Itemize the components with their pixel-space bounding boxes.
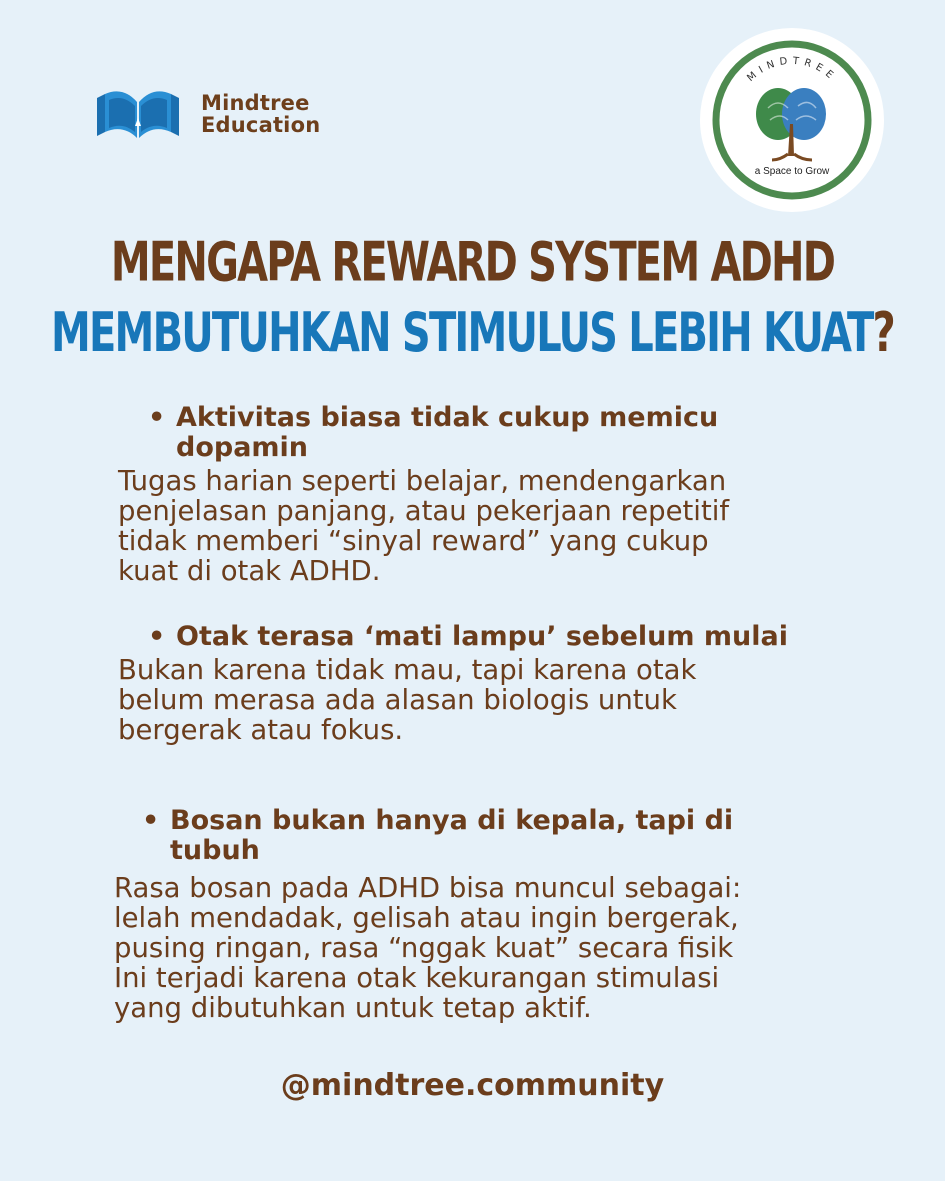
badge-tagline: a Space to Grow [754,166,830,177]
social-handle: @mindtree.community [280,1068,665,1103]
point-3-body-block [114,873,894,1023]
point-1-heading: • Aktivitas biasa tidak cukup memicu dopamin [148,403,808,463]
point-2-heading-block [148,622,868,652]
title-question-mark: ? [872,302,894,365]
badge-ring-text: MINDTREE [745,55,839,85]
point-1-text: Tugas harian seperti belajar, mendengarkan penjelasan panjang, atau pekerjaan repetitif tidak memberi “sinyal reward” yang cukup kuat di otak ADHD. [118,465,730,587]
point-2-body-block [118,655,878,745]
point-3-heading-block [142,806,802,866]
svg-text:MINDTREE [745,56,838,84]
point-3-text: Rasa bosan pada ADHD bisa muncul sebagai: lelah mendadak, gelisah atau ingin bergerak, pusing ringan, rasa “nggak kuat” secara fisik Ini terjadi karena otak kekurangan stimulasi yang dibutuhkan untuk tetap aktif. [114,872,742,1024]
title-line-2-text: MEMBUTUHKAN STIMULUS LEBIH KUAT [51,302,873,365]
brand-logo [95,88,320,140]
open-book-icon [95,88,181,140]
point-2-text: Bukan karena tidak mau, tapi karena otak belum merasa ada alasan biologis untuk bergerak atau fokus. [118,654,697,746]
brand-name-line2: Education [201,113,321,137]
title-line-2 [0,298,945,368]
title-line-1: MENGAPA REWARD SYSTEM ADHD [110,232,835,295]
mindtree-badge [700,28,884,212]
page-title [0,228,945,368]
point-2-heading: • Otak terasa ‘mati lampu’ sebelum mulai [148,622,868,652]
brain-tree-icon [700,28,884,212]
point-1-body-block [118,466,878,586]
point-1-heading-block [148,403,808,463]
point-3-heading: • Bosan bukan hanya di kepala, tapi di tubuh [142,806,802,866]
brand-name-line1: Mindtree [201,91,310,115]
